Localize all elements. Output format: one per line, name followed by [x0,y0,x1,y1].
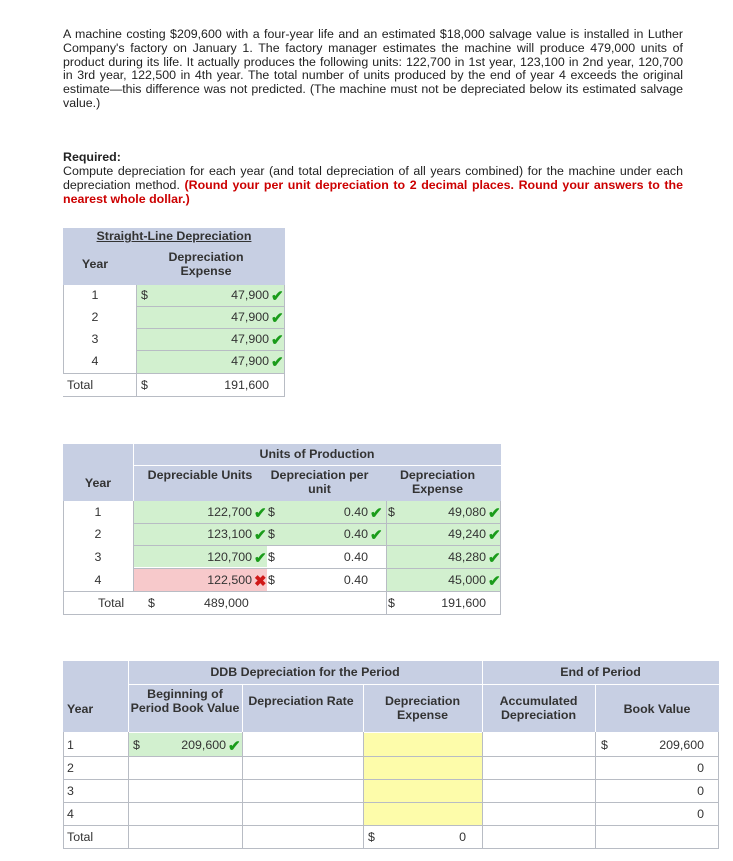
uop-rate-input-3[interactable]: 0.40 [343,550,368,564]
uop-expense-currency-1: $ [388,505,395,519]
uop-title: Units of Production [259,447,375,461]
ddb-col-year: Year [67,702,94,716]
uop-rate-currency-2: $ [268,527,275,541]
uop-rate-input-1[interactable]: 0.40 [343,505,368,519]
uop-units-input-1[interactable]: 122,700 [207,505,252,519]
problem-statement: A machine costing $209,600 with a four-year life and an estimated $18,000 salvage value is installed in Luther Company's factory on January 1. The factory manager estimates the machine will produce 479,000 units of product during its life. It actually produces the following units: 122,700 in 1st year, 123,100 in 2nd year, 120,700 in 3rd year, 122,500 in 4th year. The total number of units produced by the end of year 4 exceeds the original estimate—this difference was not predicted. (The machine must not be depreciated below its estimated salvage value.) [63,27,683,110]
ddb-col-expense: Depreciation Expense [384,694,461,722]
sl-expense-input-1[interactable]: 47,900 [231,288,269,302]
sl-col-expense: Depreciation Expense [168,250,244,278]
ddb-book-currency: $ [601,738,608,752]
uop-col-year: Year [84,476,112,490]
uop-rate-currency-1: $ [268,505,275,519]
ddb-col-beginning: Beginning of Period Book Value [130,687,240,715]
uop-total-label: Total [98,596,125,610]
uop-units-input-3[interactable]: 120,700 [207,550,252,564]
check-icon: ✔ [271,332,284,349]
ddb-total-label: Total [67,830,94,844]
ddb-total-expense-currency: $ [368,830,375,844]
uop-year-2: 2 [94,527,102,541]
uop-rate-currency-3: $ [268,550,275,564]
ddb-end-title: End of Period [560,665,641,679]
sl-year-2: 2 [91,310,99,324]
ddb-book-value-4: 0 [697,807,704,821]
sl-total-value: 191,600 [224,378,269,392]
check-icon: ✔ [254,505,267,522]
uop-expense-input-2[interactable]: 49,240 [448,527,486,541]
sl-expense-input-3[interactable]: 47,900 [231,332,269,346]
ddb-beginning-input-3[interactable] [243,780,363,802]
uop-total-expense: 191,600 [441,596,486,610]
uop-expense-input-1[interactable]: 49,080 [448,505,486,519]
ddb-beginning-input-2[interactable] [243,757,363,779]
ddb-expense-input-1[interactable] [364,734,482,756]
ddb-group-title: DDB Depreciation for the Period [210,665,400,679]
sl-expense-input-4[interactable]: 47,900 [231,354,269,368]
uop-rate-input-2[interactable]: 0.40 [343,527,368,541]
ddb-col-rate: Depreciation Rate [248,694,354,708]
required-section [63,150,683,206]
check-icon: ✔ [271,354,284,371]
ddb-col-book: Book Value [623,702,691,716]
uop-total-units-currency: $ [148,596,155,610]
ddb-col-accum: Accumulated Depreciation [499,694,578,722]
uop-col-rate: Depreciation per unit [270,468,369,496]
check-icon: ✔ [271,310,284,327]
ddb-year-1: 1 [67,738,74,752]
ddb-total-expense: 0 [459,830,466,844]
sl-year-3: 3 [91,332,99,346]
ddb-year-3: 3 [67,784,74,798]
check-icon: ✔ [271,288,284,305]
cross-icon: ✖ [254,573,267,590]
uop-rate-currency-4: $ [268,573,275,587]
uop-col-expense: Depreciation Expense [399,468,476,496]
uop-units-input-2[interactable]: 123,100 [207,527,252,541]
uop-total-expense-currency: $ [388,596,395,610]
ddb-expense-input-4[interactable] [364,803,482,825]
required-text: Compute depreciation for each year (and total depreciation of all years combined) for the machine under each depreciation method. [63,164,683,192]
sl-title: Straight-Line Depreciation [96,229,252,243]
check-icon: ✔ [488,527,501,544]
required-label: Required: [63,150,121,164]
ddb-book-value-2: 0 [697,761,704,775]
check-icon: ✔ [488,573,501,590]
uop-rate-input-4[interactable]: 0.40 [343,573,368,587]
sl-year-4: 4 [91,354,99,368]
ddb-expense-input-3[interactable] [364,780,482,802]
check-icon: ✔ [488,505,501,522]
sl-total-label: Total [67,378,94,392]
sl-col-year: Year [81,257,109,271]
rounding-instruction: (Round your per unit depreciation to 2 decimal places. Round your answers to the nearest whole dollar.) [63,178,683,206]
ddb-expense-input-2[interactable] [364,757,482,779]
uop-year-3: 3 [94,550,102,564]
ddb-beginning-currency: $ [133,738,140,752]
ddb-year-4: 4 [67,807,74,821]
check-icon: ✔ [488,550,501,567]
check-icon: ✔ [228,738,241,755]
uop-expense-input-3[interactable]: 48,280 [448,550,486,564]
uop-year-1: 1 [94,505,102,519]
uop-total-units: 489,000 [204,596,249,610]
check-icon: ✔ [370,527,383,544]
uop-units-input-4[interactable]: 122,500 [207,573,252,587]
check-icon: ✔ [370,505,383,522]
ddb-beginning-input-1[interactable]: 209,600 [181,738,226,752]
check-icon: ✔ [254,527,267,544]
uop-expense-input-4[interactable]: 45,000 [448,573,486,587]
sl-currency-1: $ [141,288,148,302]
uop-year-4: 4 [94,573,102,587]
sl-expense-input-2[interactable]: 47,900 [231,310,269,324]
ddb-book-value-3: 0 [697,784,704,798]
ddb-book-value-1: 209,600 [659,738,704,752]
sl-year-1: 1 [91,288,99,302]
check-icon: ✔ [254,550,267,567]
ddb-year-2: 2 [67,761,74,775]
uop-col-units: Depreciable Units [147,468,253,482]
sl-total-currency: $ [141,378,148,392]
